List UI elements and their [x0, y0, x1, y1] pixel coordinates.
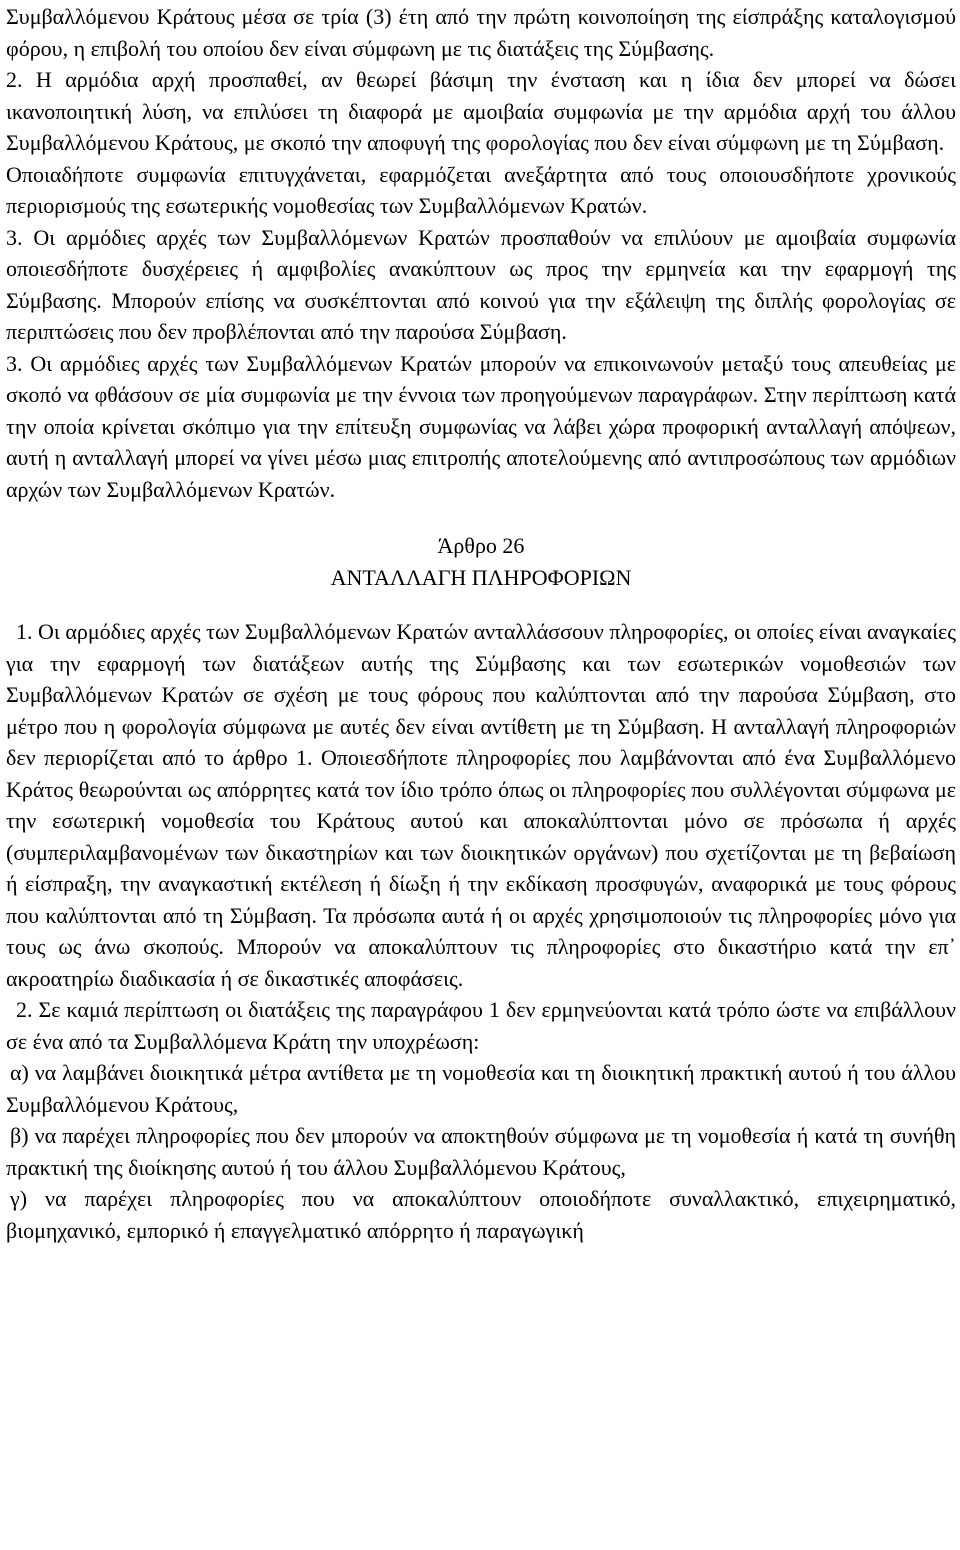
list-item-c: γ) να παρέχει πληροφορίες που να αποκαλύπτουν οποιοδήποτε συναλλακτικό, επιχειρηματικό, βιομηχανικό, εμπορικό ή επαγγελματικό απόρρητο ή παραγωγική — [6, 1186, 956, 1243]
article-heading — [6, 530, 956, 594]
list-item-b: β) να παρέχει πληροφορίες που δεν μπορούν να αποκτηθούν σύμφωνα με τη νομοθεσία ή κατά τη συνήθη πρακτική της διοίκησης αυτού ή του άλλου Συμβαλλόμενου Κράτους, — [6, 1123, 956, 1180]
article-title: ΑΝΤΑΛΛΑΓΗ ΠΛΗΡΟΦΟΡΙΩΝ — [330, 565, 632, 590]
paragraph-intro: Συμβαλλόμενου Κράτους μέσα σε τρία (3) έτη από την πρώτη κοινοποίηση της είσπράξης καταλογισμού φόρου, η επιβολή του οποίου δεν είναι σύμφωνη με τις διατάξεις της Σύμβασης. — [6, 4, 956, 61]
paragraph-2: 2. Η αρμόδια αρχή προσπαθεί, αν θεωρεί βάσιμη την ένσταση και η ίδια δεν μπορεί να δώσει ικανοποιητική λύση, να επιλύσει τη διαφορά με αμοιβαία συμφωνία με την αρμόδια αρχή του άλλου Συμβαλλόμενου Κράτους, με σκοπό την αποφυγή της φορολογίας που δεν είναι σύμφωνη με τη Σύμβαση. — [6, 67, 956, 155]
article-number: Άρθρο 26 — [437, 533, 525, 558]
paragraph-3-direct-communication: 3. Οι αρμόδιες αρχές των Συμβαλλόμενων Κρατών μπορούν να επικοινωνούν μεταξύ τους απευθείας με σκοπό να φθάσουν σε μία συμφωνία με την έννοια των προηγούμενων παραγράφων. Στην περίπτωση κατά την οποία κρίνεται σκόπιμο για την επίτευξη συμφωνίας να λάβει χώρα προφορική ανταλλαγή απόψεων, αυτή η ανταλλαγή μπορεί να γίνει μέσω μιας επιτροπής αποτελούμενης από αντιπροσώπους των αρμόδιων αρχών των Συμβαλλόμενων Κρατών. — [6, 350, 956, 502]
list-item-a: α) να λαμβάνει διοικητικά μέτρα αντίθετα με τη νομοθεσία και τη διοικητική πρακτική αυτού ή του άλλου Συμβαλλόμενου Κράτους, — [6, 1060, 956, 1117]
paragraph-2-agreement: Οποιαδήποτε συμφωνία επιτυγχάνεται, εφαρμόζεται ανεξάρτητα από τους οποιουσδήποτε χρονικούς περιορισμούς της εσωτερικής νομοθεσίας των Συμβαλλόμενων Κρατών. — [6, 161, 956, 218]
paragraph-3-mutual-agreement: 3. Οι αρμόδιες αρχές των Συμβαλλόμενων Κρατών προσπαθούν να επιλύουν με αμοιβαία συμφωνία οποιεσδήποτε δυσχέρειες ή αμφιβολίες ανακύπτουν ως προς την ερμηνεία και την εφαρμογή της Σύμβασης. Μπορούν επίσης να συσκέπτονται από κοινού για την εξάλειψη της διπλής φορολογίας σε περιπτώσεις που δεν προβλέπονται από την παρούσα Σύμβαση. — [6, 224, 956, 344]
article-26-paragraph-2: 2. Σε καμιά περίπτωση οι διατάξεις της παραγράφου 1 δεν ερμηνεύονται κατά τρόπο ώστε να επιβάλλουν σε ένα από τα Συμβαλλόμενα Κράτη την υποχρέωση: — [6, 997, 956, 1054]
article-26-paragraph-1: 1. Οι αρμόδιες αρχές των Συμβαλλόμενων Κρατών ανταλλάσσουν πληροφορίες, οι οποίες είναι αναγκαίες για την εφαρμογή των διατάξεων αυτής της Σύμβασης και των εσωτερικών νομοθεσιών των Συμβαλλόμενων Κρατών σε σχέση με τους φόρους που καλύπτονται από την παρούσα Σύμβαση, στο μέτρο που η φορολογία σύμφωνα με αυτές δεν είναι αντίθετη με τη Σύμβαση. Η ανταλλαγή πληροφοριών δεν περιορίζεται από το άρθρο 1. Οποιεσδήποτε πληροφορίες που λαμβάνονται από ένα Συμβαλλόμενο Κράτος θεωρούνται ως απόρρητες κατά τον ίδιο τρόπο όπως οι πληροφορίες που συλλέγονται σύμφωνα με την εσωτερική νομοθεσία του Κράτους αυτού και αποκαλύπτονται μόνο σε πρόσωπα ή αρχές (συμπεριλαμβανομένων των δικαστηρίων και των διοικητικών οργάνων) που σχετίζονται με τη βεβαίωση ή είσπραξη, την αναγκαστική εκτέλεση ή δίωξη ή την εκδίκαση προσφυγών, αναφορικά με τους φόρους που καλύπτονται από τη Σύμβαση. Τα πρόσωπα αυτά ή οι αρχές χρησιμοποιούν τις πληροφορίες μόνο για τους ως άνω σκοπούς. Μπορούν να αποκαλύπτουν τις πληροφορίες στο δικαστήριο κατά την επ᾽ ακροατηρίω διαδικασία ή σε δικαστικές αποφάσεις. — [6, 619, 956, 991]
document-page — [6, 1, 956, 1246]
